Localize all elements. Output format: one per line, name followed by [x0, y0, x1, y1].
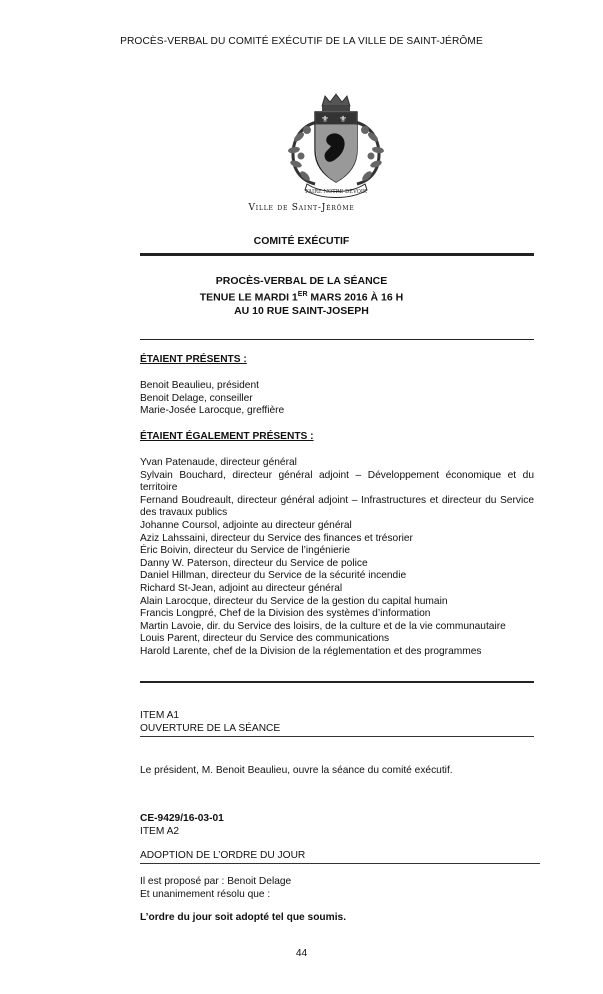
list-item: Fernand Boudreault, directeur général adjoint – Infrastructures et directeur du Service des travaux publics [140, 494, 534, 519]
proposed-by: Il est proposé par : Benoit Delage [140, 876, 292, 887]
svg-text:⚜: ⚜ [321, 115, 330, 125]
present-list [140, 380, 534, 418]
item-a2-motion [140, 875, 534, 901]
also-present-list [140, 457, 534, 659]
separator-rule [140, 681, 534, 683]
page-number: 44 [295, 948, 308, 959]
svg-text:⚜: ⚜ [339, 115, 348, 125]
crest-motto: FAIRE NOTRE DEVOIR [305, 189, 367, 195]
list-item: Harold Larente, chef de la Division de la réglementation et des programmes [140, 645, 482, 657]
running-header: PROCÈS-VERBAL DU COMITÉ EXÉCUTIF DE LA VILLE DE SAINT-JÉRÔME [120, 36, 483, 47]
city-coat-of-arms-logo [277, 92, 395, 202]
item-title: ADOPTION DE L’ORDRE DU JOUR [140, 850, 306, 861]
item-a1-text: Le président, M. Benoit Beaulieu, ouvre la séance du comité exécutif. [140, 765, 453, 776]
list-item: Daniel Hillman, directeur du Service de la sécurité incendie [140, 570, 407, 582]
separator-rule [140, 339, 534, 340]
list-item: Francis Longpré, Chef de la Division des systèmes d’information [140, 608, 431, 620]
item-code: ITEM A1 [140, 710, 180, 721]
list-item: Richard St-Jean, adjoint au directeur général [140, 582, 343, 594]
item-a2-decision: L’ordre du jour soit adopté tel que soumis. [140, 912, 347, 923]
committee-heading: COMITÉ EXÉCUTIF [253, 235, 350, 247]
list-item: Yvan Patenaude, directeur général [140, 457, 297, 468]
item-a2-header [140, 812, 224, 838]
list-item: Danny W. Paterson, directeur du Service de police [140, 557, 368, 569]
list-item: Aziz Lahssaini, directeur du Service des finances et trésorier [140, 532, 413, 544]
list-item: Benoit Beaulieu, président [140, 380, 259, 391]
list-item: Sylvain Bouchard, directeur général adjoint – Développement économique et du territoire [140, 469, 534, 494]
crest-city-name: Ville de Saint-Jérôme [248, 203, 355, 213]
resolved: Et unanimement résolu que : [140, 889, 271, 900]
item-underline [140, 736, 534, 737]
separator-rule [140, 253, 534, 256]
minutes-title: PROCÈS-VERBAL DE LA SÉANCE TENUE LE MARDI 1ER MARS 2016 À 16 H AU 10 RUE SAINT-JOSEPH [199, 275, 404, 317]
item-underline [140, 863, 540, 864]
resolution-number: CE-9429/16-03-01 [140, 813, 224, 824]
list-item: Marie-Josée Larocque, greffière [140, 405, 285, 417]
item-code: ITEM A2 [140, 826, 180, 837]
list-item: Alain Larocque, directeur du Service de la gestion du capital humain [140, 595, 448, 607]
item-a1-header [140, 709, 280, 735]
list-item: Martin Lavoie, dir. du Service des loisirs, de la culture et de la vie communautaire [140, 620, 506, 632]
list-item: Benoit Delage, conseiller [140, 392, 253, 404]
list-item: Johanne Coursol, adjointe au directeur général [140, 519, 352, 531]
also-present-heading: ÉTAIENT ÉGALEMENT PRÉSENTS : [140, 431, 314, 442]
item-title: OUVERTURE DE LA SÉANCE [140, 723, 281, 734]
present-heading: ÉTAIENT PRÉSENTS : [140, 354, 247, 365]
list-item: Louis Parent, directeur du Service des communications [140, 633, 390, 645]
list-item: Éric Boivin, directeur du Service de l’ingénierie [140, 545, 351, 557]
